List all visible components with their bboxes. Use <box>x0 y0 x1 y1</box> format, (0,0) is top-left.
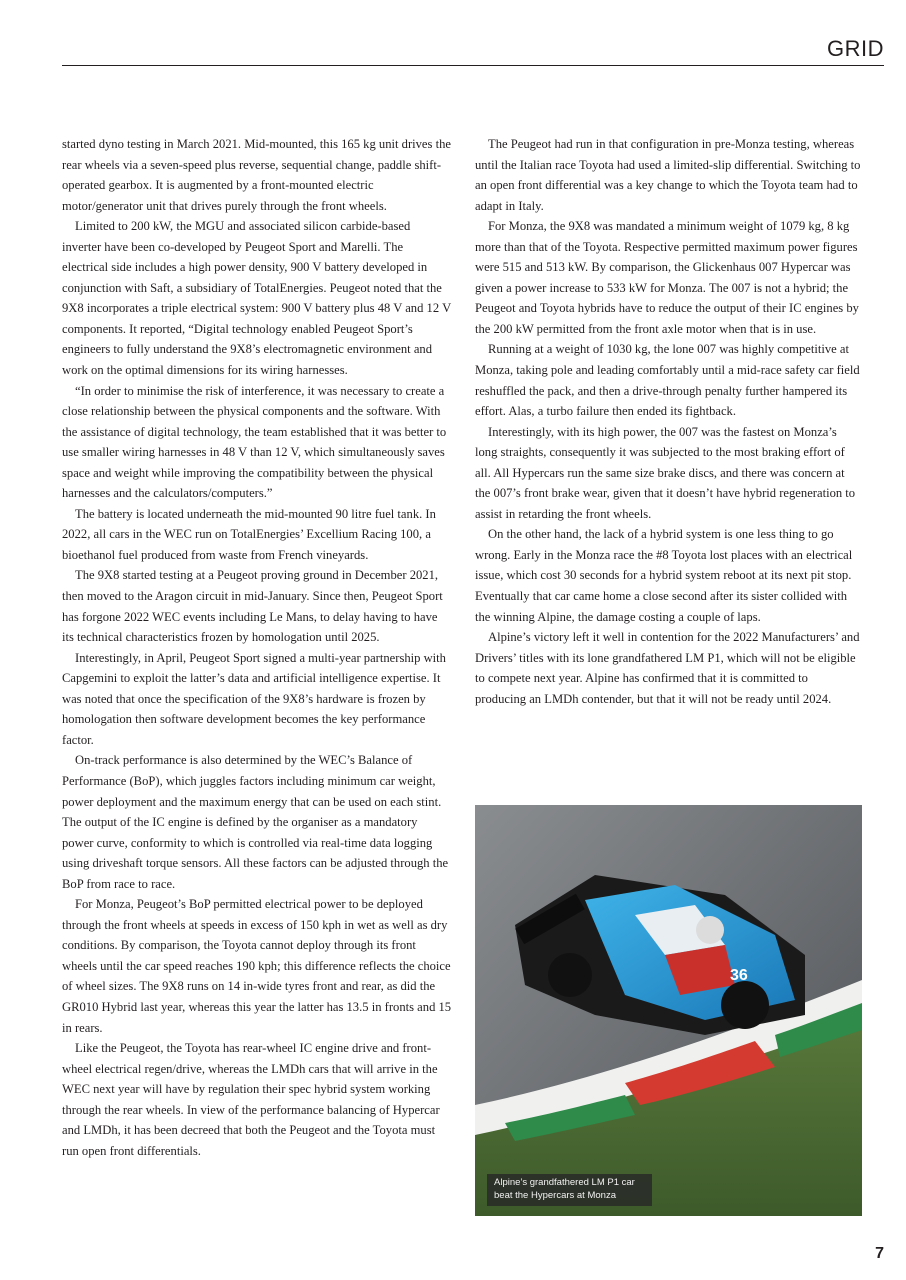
photo-caption: Alpine’s grandfathered LM P1 car beat the Hypercars at Monza <box>487 1174 652 1206</box>
race-car-photo <box>475 805 862 1216</box>
paragraph: Interestingly, in April, Peugeot Sport signed a multi-year partnership with Capgemini to exploit the latter’s data and artificial intelligence expertise. It was noted that once the specification of the 9X8’s hardware is frozen by homologation then software development becomes the key performance factor. <box>62 650 446 747</box>
paragraph: started dyno testing in March 2021. Mid-mounted, this 165 kg unit drives the rear wheels via a seven-speed plus reverse, sequential change, paddle shift-operated gearbox. It is augmented by a front-mounted electric motor/generator unit that drives purely through the front wheels. <box>62 137 451 213</box>
header-rule <box>62 65 884 66</box>
paragraph: Running at a weight of 1030 kg, the lone 007 was highly competitive at Monza, taking pole and leading comfortably until a mid-race safety car field reshuffled the pack, and then a drive-through penalty further hampered its effort. Alas, a turbo failure then ended its fightback. <box>475 342 860 419</box>
page-number: 7 <box>875 1245 884 1262</box>
paragraph: For Monza, the 9X8 was mandated a minimum weight of 1079 kg, 8 kg more than that of the Toyota. Respective permitted maximum power figures were 515 and 513 kW. By comparison, the Glickenhaus 007 Hypercar was given a power increase to 533 kW for Monza. The 007 is not a hybrid; the Peugeot and Toyota hybrids have to reduce the output of their IC engines by the 200 kW permitted from the front axle motor when that is in use. <box>475 219 859 336</box>
paragraph: Alpine’s victory left it well in contention for the 2022 Manufacturers’ and Drivers’ titles with its lone grandfathered LM P1, which will not be eligible to compete next year. Alpine has confirmed that it is committed to producing an LMDh contender, but that it will not be ready until 2024. <box>475 630 860 706</box>
car-number: 36 <box>730 967 748 984</box>
paragraph: Interestingly, with its high power, the 007 was the fastest on Monza’s long straights, consequently it was subjected to the most braking effort of all. All Hypercars run the same size brake discs, and there was concern at the 007’s front brake wear, given that it doesn’t have hybrid regeneration to assist in retarding the front wheels. <box>475 424 856 521</box>
paragraph: Limited to 200 kW, the MGU and associated silicon carbide-based inverter have been co-developed by Peugeot Sport and Marelli. The electrical side includes a high power density, 900 V battery developed in conjunction with Saft, a subsidiary of TotalEnergies. Peugeot noted that the 9X8 incorporates a triple electrical system: 900 V battery plus 48 V and 12 V components. It reported, “Digital technology enabled Peugeot Sport’s engineers to fully understand the 9X8’s electromagnetic environment and work on the optimal dimensions for its wiring harnesses. <box>62 219 451 378</box>
paragraph: For Monza, Peugeot’s BoP permitted electrical power to be deployed through the front wheels at speeds in excess of 150 kph in wet as well as dry conditions. By comparison, the Toyota cannot deploy through its front wheels until the car speed reaches 190 kph; this difference reflects the choice of wheel sizes. The 9X8 runs on 14 in-wide tyres front and rear, as did the GR010 Hybrid last year, whereas this year the latter has 13.5 in fronts and 15 in rears. <box>62 897 452 1035</box>
right-column <box>475 134 862 709</box>
paragraph: “In order to minimise the risk of interference, it was necessary to create a close relationship between the physical components and the software. With the assistance of digital technology, the team established that it was better to use smaller wiring harnesses in 48 V than 12 V, which simultaneously saves space and weight while improving the compatibility between the physical harnesses and the calculators/computers.” <box>62 383 447 501</box>
paragraph: The Peugeot had run in that configuration in pre-Monza testing, whereas until the Italian race Toyota had used a limited-slip differential. Switching to an open front differential was a key change to which the Toyota team had to adapt in Italy. <box>475 137 861 213</box>
paragraph: The battery is located underneath the mid-mounted 90 litre fuel tank. In 2022, all cars in the WEC run on TotalEnergies’ Excellium Racing 100, a bioethanol fuel produced from waste from French vineyards. <box>62 506 436 562</box>
paragraph: On-track performance is also determined by the WEC’s Balance of Performance (BoP), which juggles factors including minimum car weight, power deployment and the maximum energy that can be used on each stint. The output of the IC engine is defined by the organiser as a mandatory power curve, conformity to which is controlled via real-time data logging using driveshaft torque sensors. All these factors can be adjusted through the BoP from race to race. <box>62 753 449 891</box>
paragraph: The 9X8 started testing at a Peugeot proving ground in December 2021, then moved to the Aragon circuit in mid-January. Since then, Peugeot Sport has forgone 2022 WEC events including Le Mans, to delay having to have its technical characteristics frozen by homologation until 2025. <box>62 568 443 645</box>
paragraph: On the other hand, the lack of a hybrid system is one less thing to go wrong. Early in the Monza race the #8 Toyota lost places with an electrical issue, which cost 30 seconds for a hybrid system reboot at its next pit stop. Eventually that car came home a close second after its sister collided with the winning Alpine, the damage costing a couple of laps. <box>475 527 853 624</box>
left-column <box>62 134 452 1161</box>
section-label: GRID <box>827 36 884 61</box>
paragraph: Like the Peugeot, the Toyota has rear-wheel IC engine drive and front-wheel electrical regen/drive, whereas the LMDh cars that will arrive in the WEC next year will have by regulation their spec hybrid system working through the rear wheels. In view of the performance balancing of Hypercar and LMDh, it has been decreed that both the Peugeot and the Toyota must run open front differentials. <box>62 1041 440 1158</box>
